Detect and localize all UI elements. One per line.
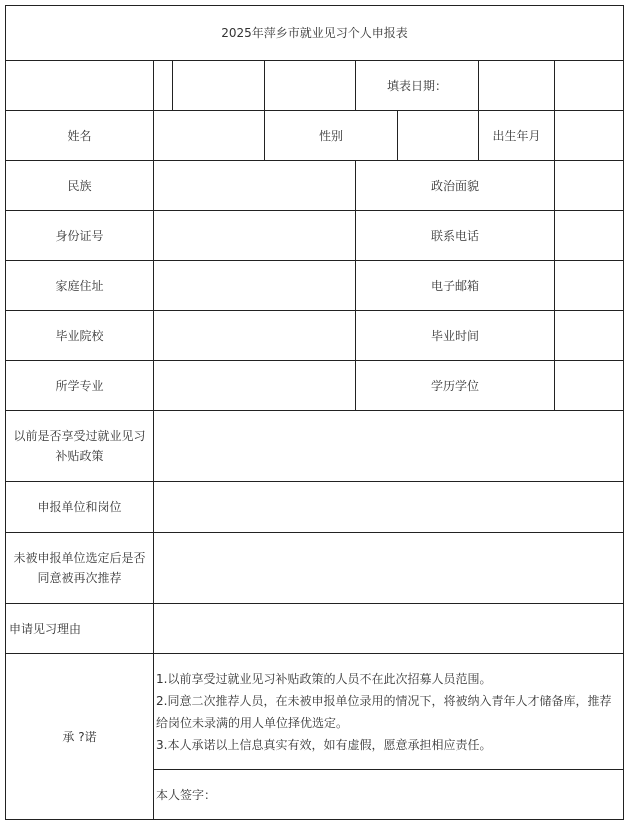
form-title: 2025年萍乡市就业见习个人申报表 — [6, 6, 624, 61]
phone-label: 联系电话 — [356, 211, 555, 261]
phone-field[interactable] — [555, 211, 624, 261]
application-form-table — [5, 5, 624, 820]
address-label: 家庭住址 — [6, 261, 154, 311]
promise-label: 承 ?诺 — [6, 654, 154, 820]
reason-label: 申请见习理由 — [6, 604, 154, 654]
address-field[interactable] — [154, 261, 356, 311]
ethnicity-label: 民族 — [6, 161, 154, 211]
unit-position-field[interactable] — [154, 482, 624, 533]
school-field[interactable] — [154, 311, 356, 361]
promise-item-3: 3.本人承诺以上信息真实有效，如有虚假，愿意承担相应责任。 — [156, 737, 492, 752]
birth-label: 出生年月 — [479, 111, 555, 161]
ethnicity-field[interactable] — [154, 161, 356, 211]
school-label: 毕业院校 — [6, 311, 154, 361]
signature-label: 本人签字： — [156, 787, 217, 802]
major-field[interactable] — [154, 361, 356, 411]
blank-cell[interactable] — [6, 61, 154, 111]
blank-cell[interactable] — [265, 61, 356, 111]
fill-date-label: 填表日期： — [356, 61, 479, 111]
fill-date-field[interactable] — [479, 61, 555, 111]
blank-cell[interactable] — [154, 61, 173, 111]
promise-item-2: 2.同意二次推荐人员，在未被申报单位录用的情况下，将被纳入青年人才储备库，推荐给岗位未录满的用人单位择优选定。 — [156, 693, 612, 730]
political-label: 政治面貌 — [356, 161, 555, 211]
id-number-label: 身份证号 — [6, 211, 154, 261]
fill-date-field-extra[interactable] — [555, 61, 624, 111]
grad-time-label: 毕业时间 — [356, 311, 555, 361]
major-label: 所学专业 — [6, 361, 154, 411]
recommend-field[interactable] — [154, 533, 624, 604]
degree-field[interactable] — [555, 361, 624, 411]
recommend-label: 未被申报单位选定后是否同意被再次推荐 — [6, 533, 154, 604]
id-number-field[interactable] — [154, 211, 356, 261]
blank-cell[interactable] — [173, 61, 265, 111]
signature-field[interactable] — [154, 770, 624, 820]
grad-time-field[interactable] — [555, 311, 624, 361]
gender-field[interactable] — [398, 111, 479, 161]
prior-subsidy-field[interactable] — [154, 411, 624, 482]
political-field[interactable] — [555, 161, 624, 211]
degree-label: 学历学位 — [356, 361, 555, 411]
gender-label: 性别 — [265, 111, 398, 161]
name-field[interactable] — [154, 111, 265, 161]
email-field[interactable] — [555, 261, 624, 311]
unit-position-label: 申报单位和岗位 — [6, 482, 154, 533]
birth-field[interactable] — [555, 111, 624, 161]
promise-content — [154, 654, 624, 770]
promise-item-1: 1.以前享受过就业见习补贴政策的人员不在此次招募人员范围。 — [156, 671, 492, 686]
reason-field[interactable] — [154, 604, 624, 654]
name-label: 姓名 — [6, 111, 154, 161]
email-label: 电子邮箱 — [356, 261, 555, 311]
prior-subsidy-label: 以前是否享受过就业见习补贴政策 — [6, 411, 154, 482]
